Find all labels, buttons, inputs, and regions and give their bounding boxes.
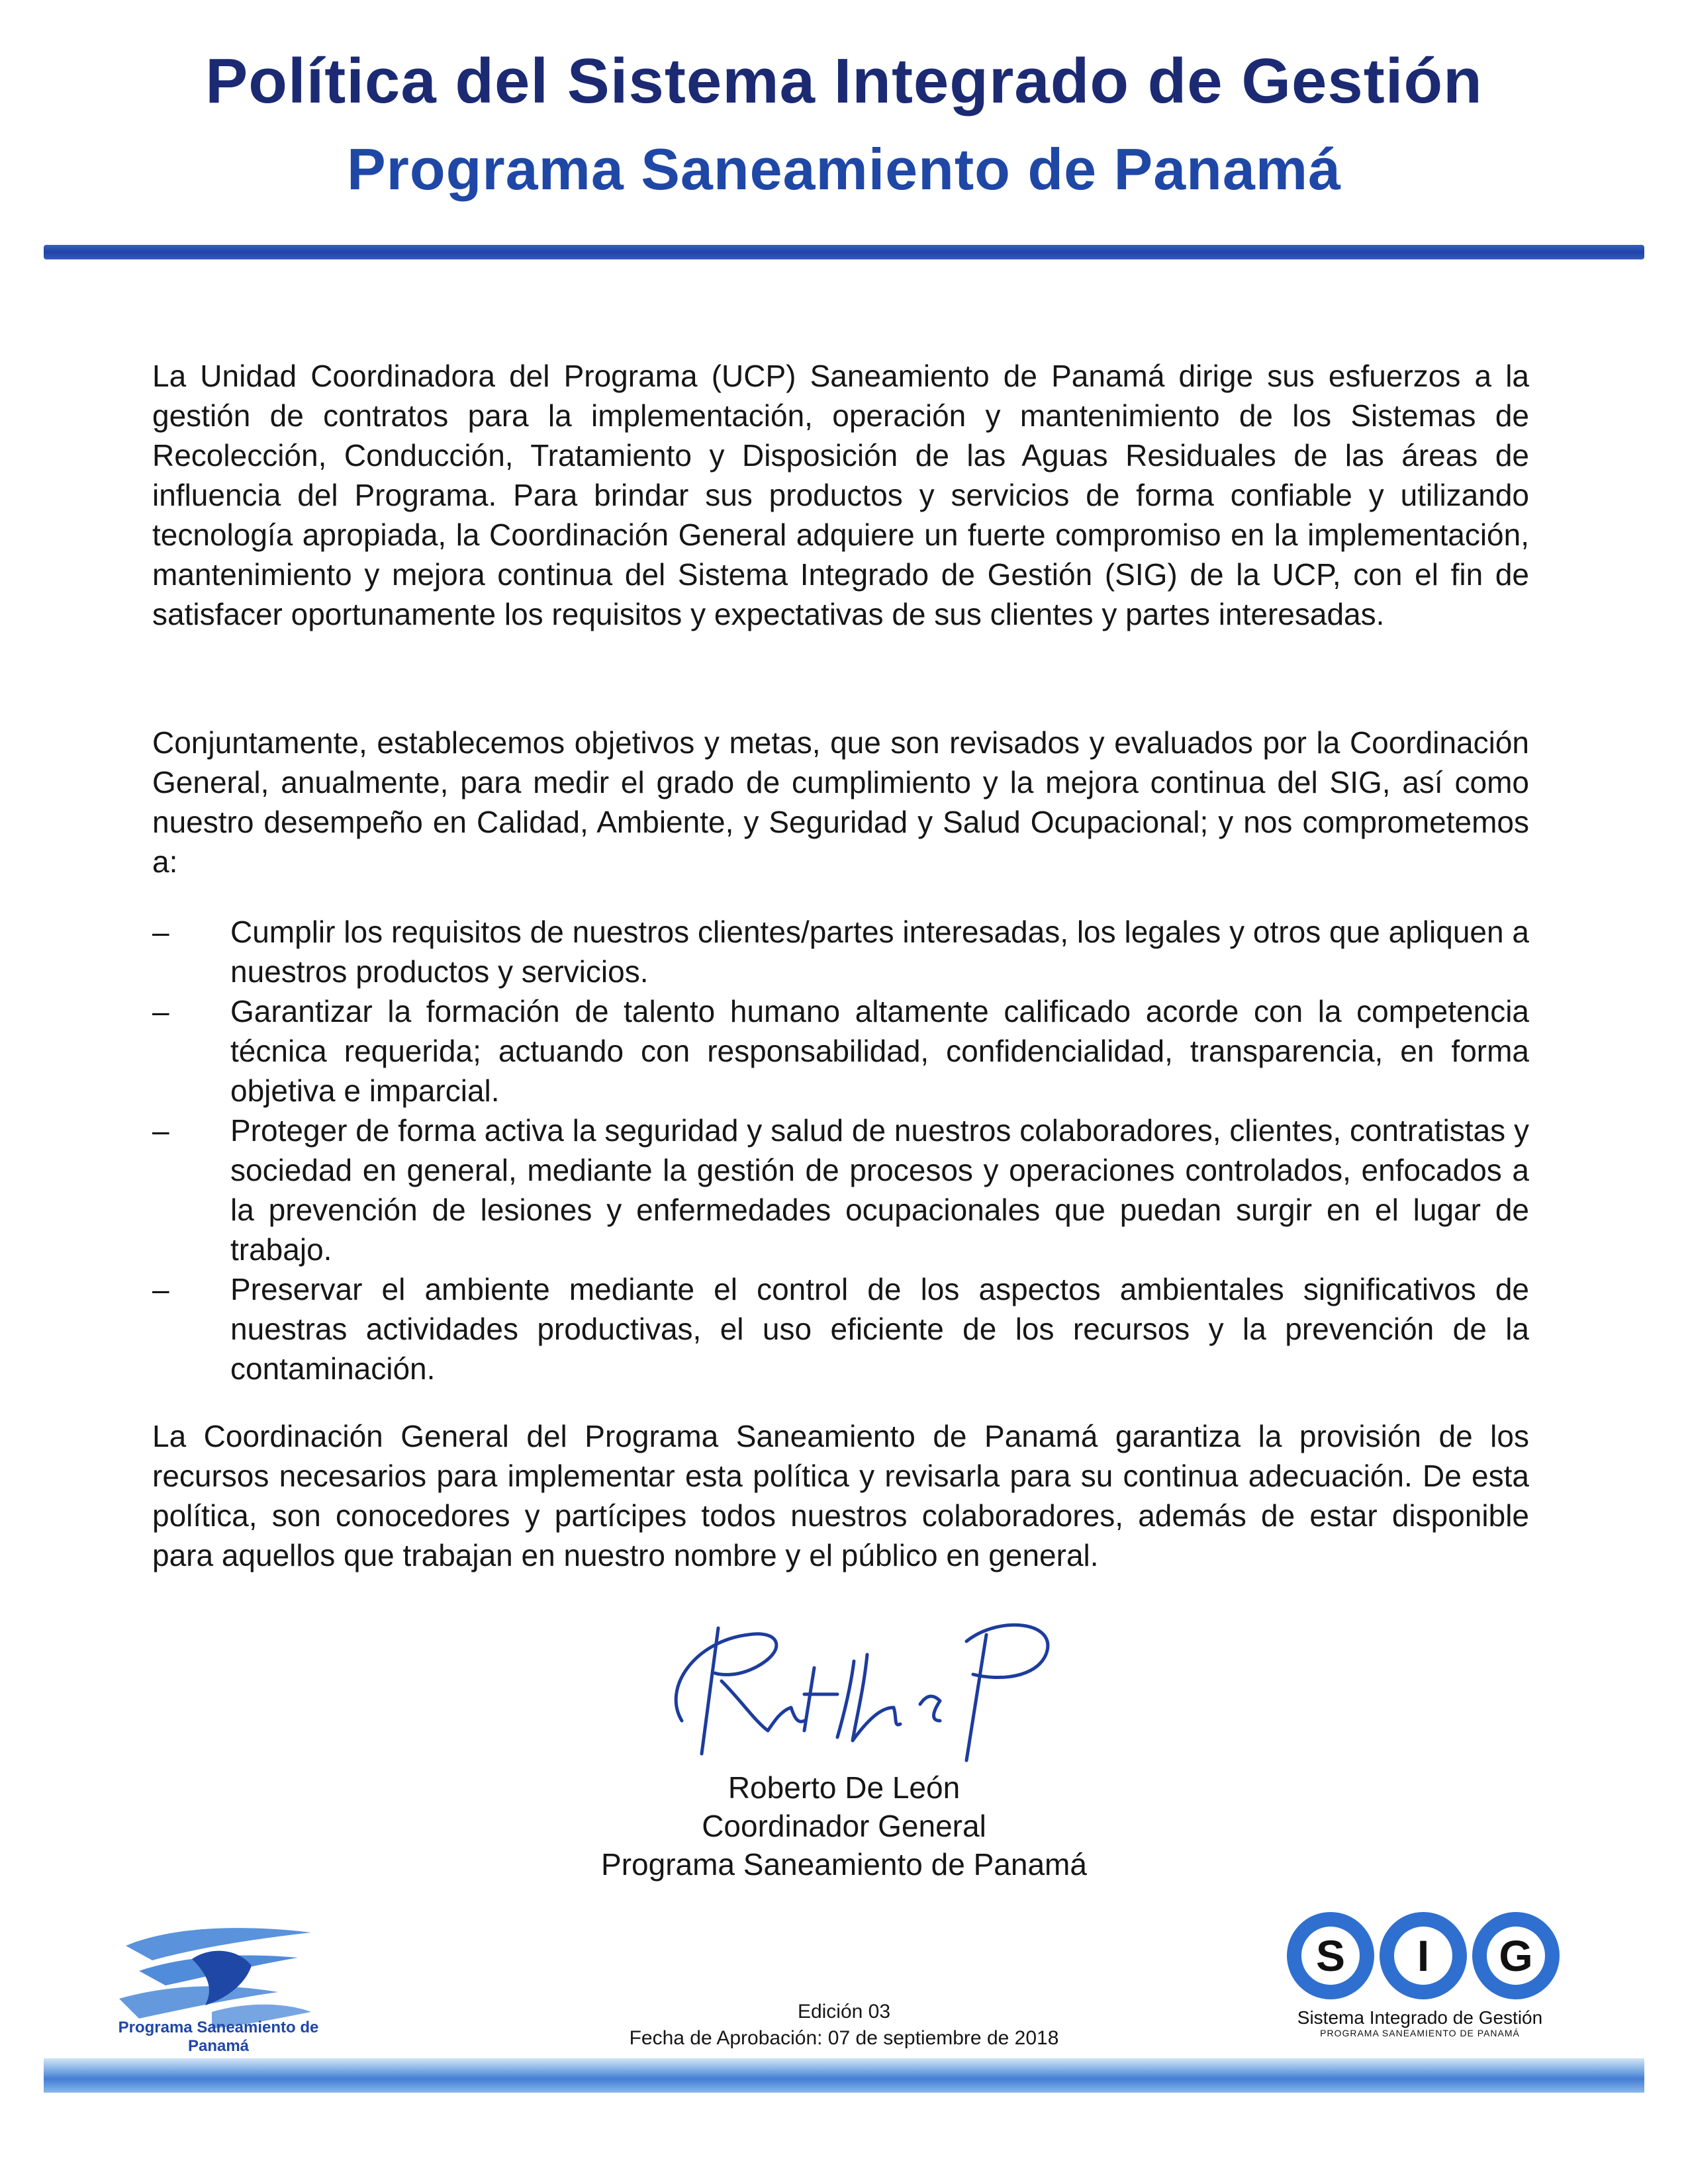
sig-logo-caption <box>1258 2008 1582 2038</box>
page-subtitle: Programa Saneamiento de Panamá <box>346 136 1342 202</box>
bullet-dash: – <box>152 1113 169 1148</box>
list-item <box>152 912 1529 991</box>
list-item <box>152 1111 1529 1269</box>
footer-band <box>44 2058 1644 2093</box>
signatory-name: Roberto De León <box>727 1770 961 1805</box>
handwritten-signature <box>655 1588 1066 1767</box>
list-item-text: Proteger de forma activa la seguridad y salud de nuestros colaboradores, clientes, contratistas y sociedad en general, mediante la gestión de procesos y operaciones controlados, enfocados a la prevención de lesiones y enfermedades ocupacionales que puedan surgir en el lugar de trabajo. <box>230 1113 1529 1267</box>
list-item <box>152 991 1529 1111</box>
sig-subcaption: PROGRAMA SANEAMIENTO DE PANAMÁ <box>1320 2028 1520 2038</box>
list-item-text: Preservar el ambiente mediante el control de los aspectos ambientales significativos de nuestras actividades productivas, el uso eficiente de los recursos y la prevención de la contaminación. <box>230 1272 1529 1386</box>
header-divider <box>44 245 1644 259</box>
bullet-dash: – <box>152 915 169 949</box>
left-logo-caption: Programa Saneamiento de Panamá <box>118 2019 319 2055</box>
sig-caption: Sistema Integrado de Gestión <box>1297 2007 1543 2028</box>
signatory-role: Coordinador General <box>702 1809 986 1843</box>
list-item-text: Cumplir los requisitos de nuestros clientes/partes interesadas, los legales y otros que apliquen a nuestros productos y servicios. <box>230 915 1529 989</box>
policy-paragraph-3: La Coordinación General del Programa Saneamiento de Panamá garantiza la provisión de los recursos necesarios para implementar esta política y revisarla para su continua adecuación. De esta política, son conocedores y partícipes todos nuestros colaboradores, además de estar disponible para aquellos que trabajan en nuestro nombre y el público en general. <box>152 1419 1529 1572</box>
policy-paragraph-2: Conjuntamente, establecemos objetivos y metas, que son revisados y evaluados por la Coordinación General, anualmente, para medir el grado de cumplimiento y la mejora continua del SIG, así como nuestro desempeño en Calidad, Ambiente, y Seguridad y Salud Ocupacional; y nos comprometemos a: <box>152 725 1529 879</box>
edition-number: Edición 03 <box>797 2001 891 2023</box>
signatory-organization: Programa Saneamiento de Panamá <box>601 1847 1087 1882</box>
page-title: Política del Sistema Integrado de Gestión <box>205 46 1483 116</box>
approval-date: Fecha de Aprobación: 07 de septiembre de 2018 <box>629 2027 1059 2049</box>
sig-letter: I <box>1417 1931 1430 1980</box>
policy-paragraph-1: La Unidad Coordinadora del Programa (UCP) Saneamiento de Panamá dirige sus esfuerzos a la gestión de contratos para la implementación, operación y mantenimiento de los Sistemas de Recolección, Conducción, Tratamiento y Disposición de las Aguas Residuales de las áreas de influencia del Programa. Para brindar sus productos y servicios de forma confiable y utilizando tecnología apropiada, la Coordinación General adquiere un fuerte compromiso en la implementación, mantenimiento y mejora continua del Sistema Integrado de Gestión (SIG) de la UCP, con el fin de satisfacer oportunamente los requisitos y expectativas de sus clientes y partes interesadas. <box>152 359 1529 631</box>
sig-letter: G <box>1499 1931 1533 1980</box>
signatory-block <box>0 1768 1688 1884</box>
list-item-text: Garantizar la formación de talento humano altamente calificado acorde con la competencia técnica requerida; actuando con responsabilidad, confidencialidad, transparencia, en forma objetiva e imparcial. <box>230 994 1529 1108</box>
commitments-list <box>152 912 1529 1388</box>
list-item <box>152 1269 1529 1388</box>
sig-logo-icon <box>1284 1906 1562 2005</box>
bullet-dash: – <box>152 994 169 1028</box>
sig-letter: S <box>1315 1931 1346 1980</box>
bullet-dash: – <box>152 1272 169 1306</box>
